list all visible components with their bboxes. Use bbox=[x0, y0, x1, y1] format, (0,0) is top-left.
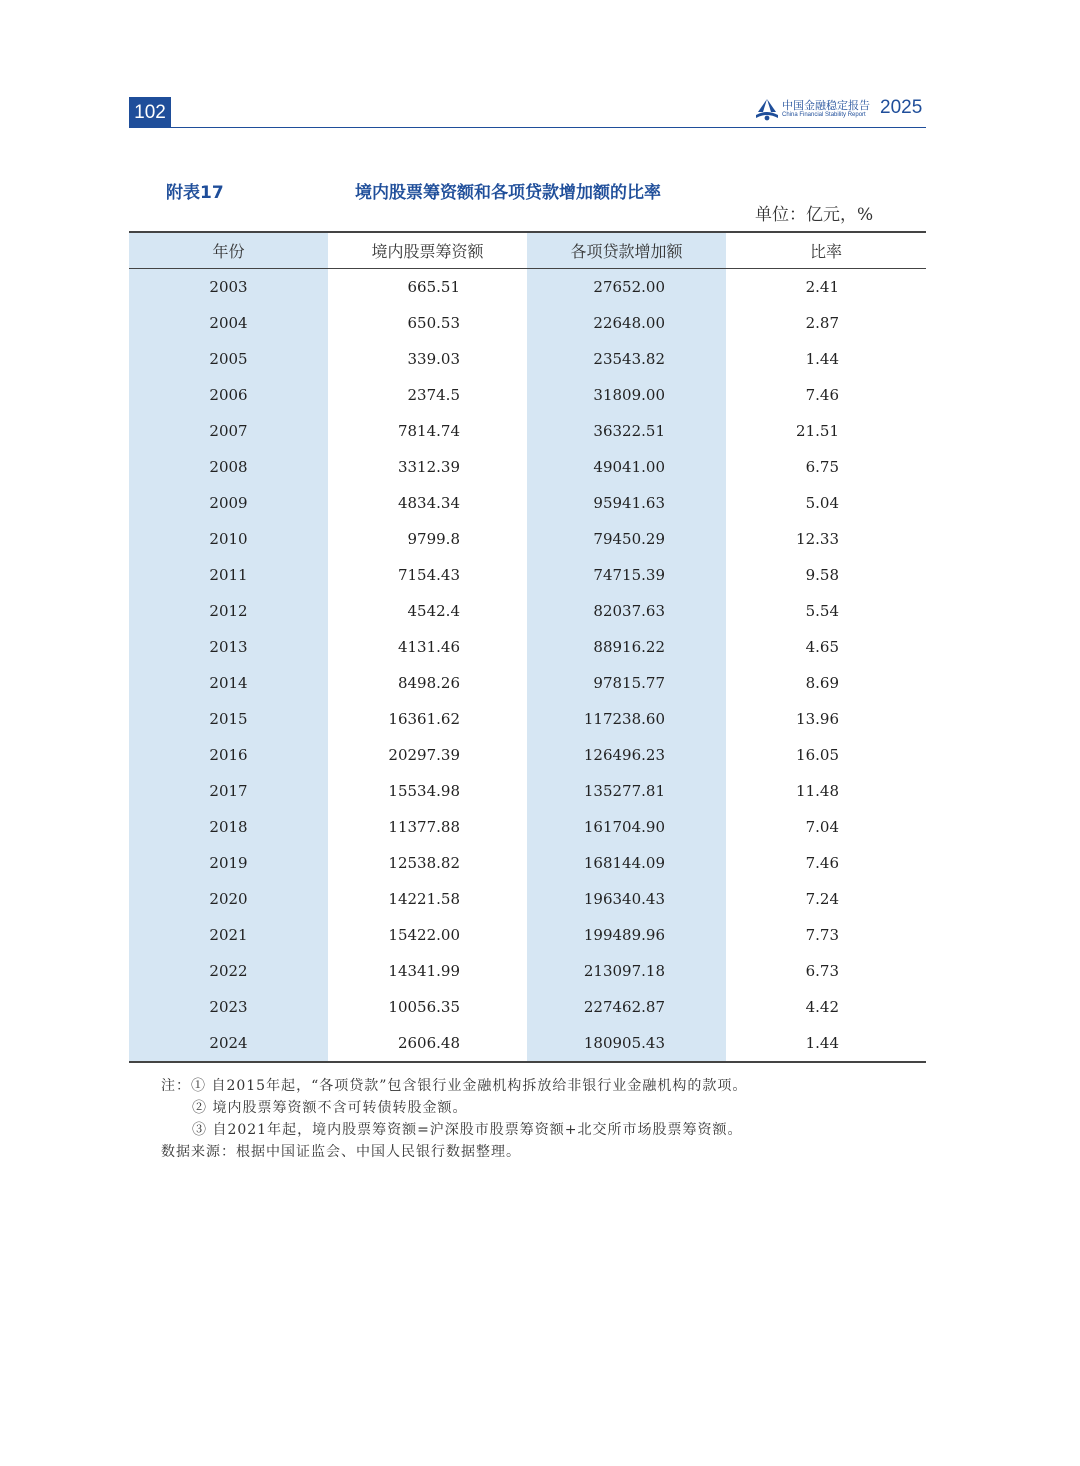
cell-ratio: 5.04 bbox=[805, 494, 839, 512]
cell-loan-increase: 199489.96 bbox=[527, 917, 726, 953]
cell-year: 2021 bbox=[129, 917, 328, 953]
unit-label: 单位：亿元，% bbox=[755, 205, 874, 225]
table-row bbox=[129, 341, 926, 377]
table-row bbox=[129, 305, 926, 341]
cell-ratio: 9.58 bbox=[805, 566, 839, 584]
cell-year: 2010 bbox=[129, 521, 328, 557]
data-source: 数据来源：根据中国证监会、中国人民银行数据整理。 bbox=[161, 1144, 521, 1160]
cell-stock-financing: 16361.62 bbox=[388, 710, 460, 728]
cell-year: 2018 bbox=[129, 809, 328, 845]
table-row bbox=[129, 557, 926, 593]
cell-year: 2004 bbox=[129, 305, 328, 341]
cell-stock-financing: 11377.88 bbox=[388, 818, 460, 836]
table-row bbox=[129, 665, 926, 701]
cell-ratio: 13.96 bbox=[796, 710, 839, 728]
table-row bbox=[129, 413, 926, 449]
cell-stock-financing: 4834.34 bbox=[397, 494, 460, 512]
table-row bbox=[129, 773, 926, 809]
table-row bbox=[129, 521, 926, 557]
cell-year: 2008 bbox=[129, 449, 328, 485]
cell-ratio: 4.65 bbox=[805, 638, 839, 656]
cell-stock-financing: 2374.5 bbox=[407, 386, 460, 404]
cell-loan-increase: 196340.43 bbox=[527, 881, 726, 917]
cell-loan-increase: 82037.63 bbox=[527, 593, 726, 629]
table-notes bbox=[161, 1075, 747, 1163]
table-row bbox=[129, 593, 926, 629]
column-header-loan-increase: 各项贷款增加额 bbox=[527, 232, 726, 269]
cell-year: 2023 bbox=[129, 989, 328, 1025]
cell-loan-increase: 27652.00 bbox=[527, 269, 726, 306]
column-header-ratio: 比率 bbox=[726, 232, 926, 269]
cell-ratio: 7.46 bbox=[805, 854, 839, 872]
column-header-stock-financing: 境内股票筹资额 bbox=[328, 232, 527, 269]
cell-loan-increase: 117238.60 bbox=[527, 701, 726, 737]
cell-ratio: 12.33 bbox=[796, 530, 839, 548]
cell-ratio: 2.41 bbox=[805, 278, 839, 296]
cell-loan-increase: 49041.00 bbox=[527, 449, 726, 485]
cell-year: 2006 bbox=[129, 377, 328, 413]
cell-stock-financing: 15422.00 bbox=[388, 926, 460, 944]
data-table bbox=[129, 231, 926, 1063]
cell-stock-financing: 339.03 bbox=[407, 350, 460, 368]
cell-stock-financing: 14341.99 bbox=[388, 962, 460, 980]
page-number: 102 bbox=[129, 97, 171, 128]
cell-year: 2012 bbox=[129, 593, 328, 629]
cell-stock-financing: 3312.39 bbox=[397, 458, 460, 476]
cell-loan-increase: 31809.00 bbox=[527, 377, 726, 413]
cell-stock-financing: 7154.43 bbox=[397, 566, 460, 584]
table-row bbox=[129, 1025, 926, 1062]
cell-ratio: 6.75 bbox=[805, 458, 839, 476]
table-body bbox=[129, 269, 926, 1063]
cell-loan-increase: 23543.82 bbox=[527, 341, 726, 377]
cell-loan-increase: 95941.63 bbox=[527, 485, 726, 521]
cell-ratio: 16.05 bbox=[796, 746, 839, 764]
table-row bbox=[129, 989, 926, 1025]
cell-loan-increase: 213097.18 bbox=[527, 953, 726, 989]
table-row bbox=[129, 269, 926, 306]
cell-ratio: 6.73 bbox=[805, 962, 839, 980]
table-row bbox=[129, 881, 926, 917]
report-logo-icon bbox=[754, 98, 780, 122]
cell-loan-increase: 74715.39 bbox=[527, 557, 726, 593]
note-line: ③ 自2021年起，境内股票筹资额=沪深股市股票筹资额+北交所市场股票筹资额。 bbox=[192, 1122, 743, 1138]
cell-year: 2019 bbox=[129, 845, 328, 881]
cell-loan-increase: 135277.81 bbox=[527, 773, 726, 809]
brand-title-en: China Financial Stability Report bbox=[782, 112, 866, 118]
cell-year: 2005 bbox=[129, 341, 328, 377]
cell-loan-increase: 126496.23 bbox=[527, 737, 726, 773]
column-header-year: 年份 bbox=[129, 232, 328, 269]
cell-ratio: 5.54 bbox=[805, 602, 839, 620]
cell-stock-financing: 12538.82 bbox=[388, 854, 460, 872]
cell-stock-financing: 7814.74 bbox=[397, 422, 460, 440]
cell-ratio: 2.87 bbox=[805, 314, 839, 332]
cell-ratio: 4.42 bbox=[805, 998, 839, 1016]
table-row bbox=[129, 809, 926, 845]
cell-stock-financing: 4131.46 bbox=[397, 638, 460, 656]
brand-title-cn: 中国金融稳定报告 bbox=[782, 99, 870, 112]
cell-loan-increase: 180905.43 bbox=[527, 1025, 726, 1062]
cell-year: 2016 bbox=[129, 737, 328, 773]
table-row bbox=[129, 737, 926, 773]
brand-year: 2025 bbox=[880, 97, 923, 118]
table-label: 附表17 bbox=[166, 183, 224, 203]
cell-year: 2022 bbox=[129, 953, 328, 989]
report-brand bbox=[754, 96, 926, 124]
table-row bbox=[129, 845, 926, 881]
cell-year: 2017 bbox=[129, 773, 328, 809]
cell-year: 2013 bbox=[129, 629, 328, 665]
cell-year: 2024 bbox=[129, 1025, 328, 1062]
table-title: 境内股票筹资额和各项贷款增加额的比率 bbox=[355, 183, 661, 203]
table-row bbox=[129, 449, 926, 485]
cell-stock-financing: 4542.4 bbox=[407, 602, 460, 620]
table-header-row bbox=[129, 232, 926, 269]
cell-stock-financing: 20297.39 bbox=[388, 746, 460, 764]
cell-loan-increase: 227462.87 bbox=[527, 989, 726, 1025]
table-row bbox=[129, 701, 926, 737]
cell-loan-increase: 79450.29 bbox=[527, 521, 726, 557]
cell-stock-financing: 9799.8 bbox=[407, 530, 460, 548]
cell-stock-financing: 650.53 bbox=[407, 314, 460, 332]
cell-stock-financing: 15534.98 bbox=[388, 782, 460, 800]
cell-year: 2011 bbox=[129, 557, 328, 593]
cell-stock-financing: 10056.35 bbox=[388, 998, 460, 1016]
table-row bbox=[129, 485, 926, 521]
table-row bbox=[129, 629, 926, 665]
cell-ratio: 1.44 bbox=[805, 350, 839, 368]
cell-ratio: 1.44 bbox=[726, 1025, 926, 1062]
cell-year: 2007 bbox=[129, 413, 328, 449]
cell-ratio: 7.24 bbox=[805, 890, 839, 908]
header-divider bbox=[129, 127, 926, 128]
cell-stock-financing: 2606.48 bbox=[328, 1025, 527, 1062]
cell-ratio: 8.69 bbox=[805, 674, 839, 692]
cell-stock-financing: 8498.26 bbox=[397, 674, 460, 692]
cell-year: 2014 bbox=[129, 665, 328, 701]
cell-ratio: 7.73 bbox=[805, 926, 839, 944]
cell-loan-increase: 36322.51 bbox=[527, 413, 726, 449]
cell-year: 2003 bbox=[129, 269, 328, 306]
cell-year: 2020 bbox=[129, 881, 328, 917]
cell-ratio: 7.46 bbox=[805, 386, 839, 404]
cell-loan-increase: 88916.22 bbox=[527, 629, 726, 665]
cell-ratio: 11.48 bbox=[796, 782, 839, 800]
cell-stock-financing: 14221.58 bbox=[388, 890, 460, 908]
cell-loan-increase: 97815.77 bbox=[527, 665, 726, 701]
cell-stock-financing: 665.51 bbox=[407, 278, 460, 296]
cell-ratio: 21.51 bbox=[796, 422, 839, 440]
cell-loan-increase: 161704.90 bbox=[527, 809, 726, 845]
cell-loan-increase: 168144.09 bbox=[527, 845, 726, 881]
table-row bbox=[129, 377, 926, 413]
note-line: ② 境内股票筹资额不含可转债转股金额。 bbox=[192, 1100, 468, 1116]
cell-loan-increase: 22648.00 bbox=[527, 305, 726, 341]
table-row bbox=[129, 917, 926, 953]
cell-year: 2015 bbox=[129, 701, 328, 737]
note-line: 注：① 自2015年起，“各项贷款”包含银行业金融机构拆放给非银行业金融机构的款项。 bbox=[161, 1078, 748, 1094]
cell-year: 2009 bbox=[129, 485, 328, 521]
table-row bbox=[129, 953, 926, 989]
cell-ratio: 7.04 bbox=[805, 818, 839, 836]
